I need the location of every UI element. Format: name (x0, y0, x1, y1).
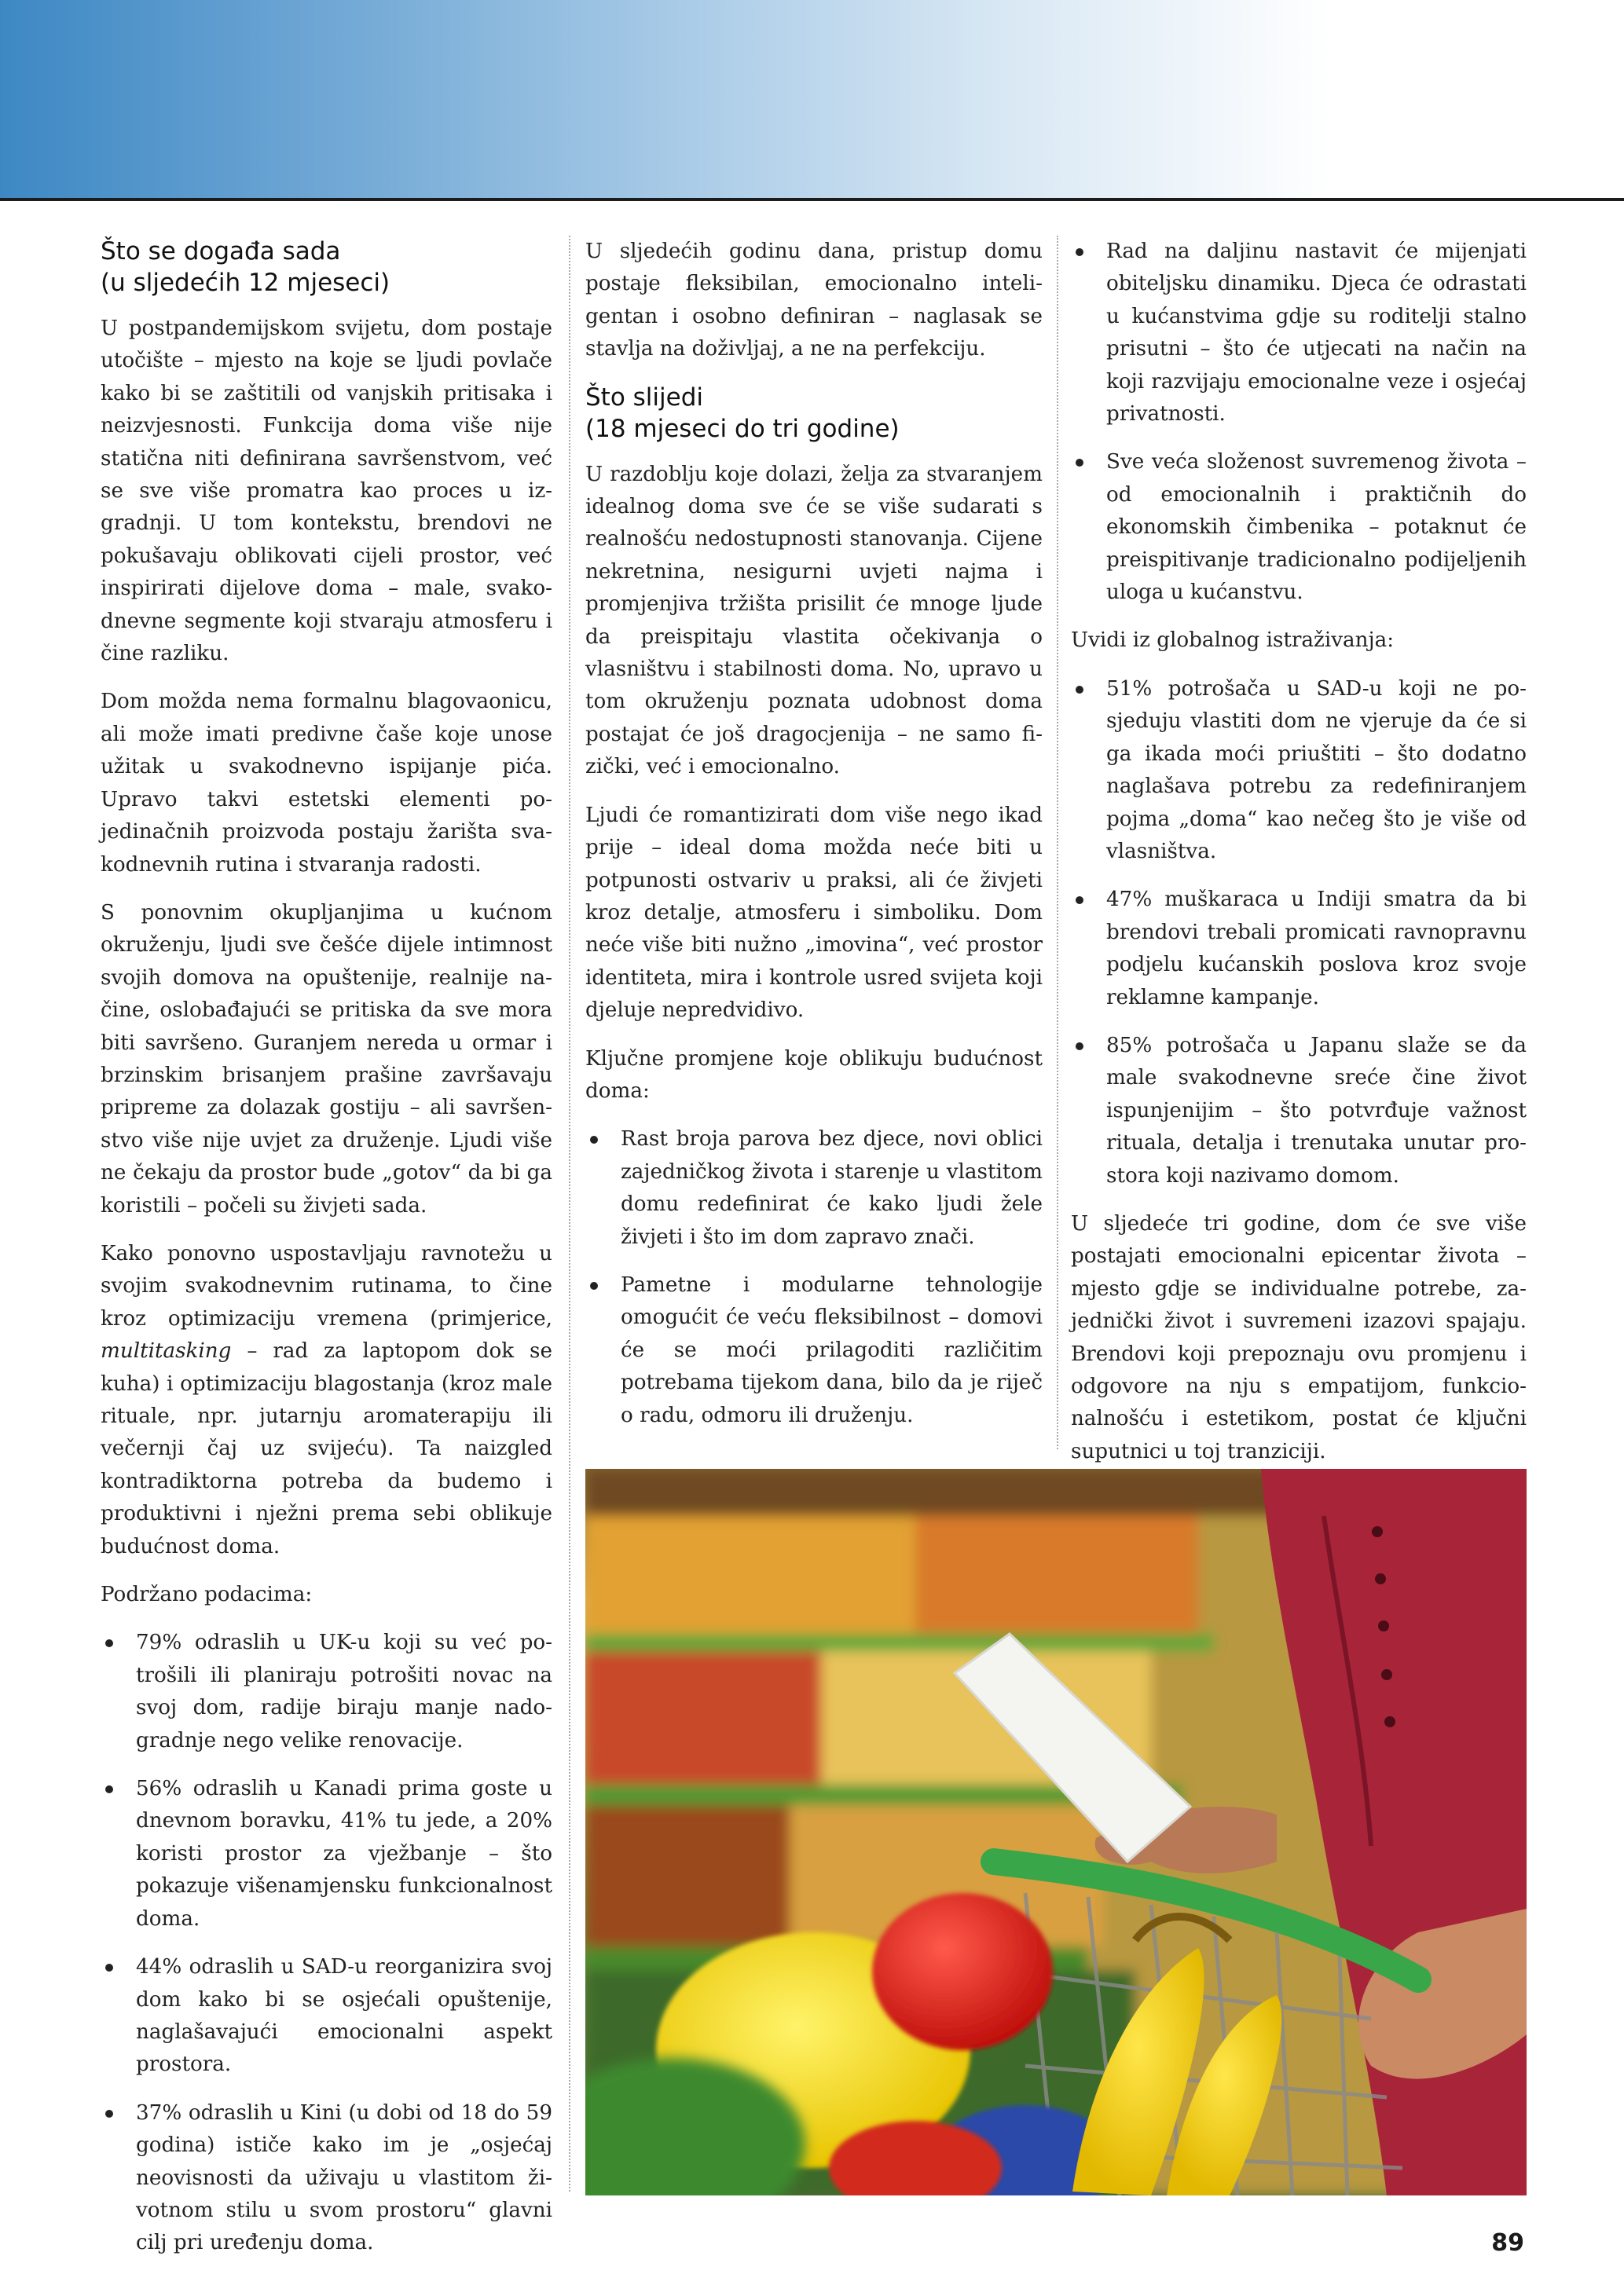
text-run: – rad za laptopom dok se kuha) i optimizaciju blagostanja (kroz male rituale, npr. jutarnju aromaterapiju ili večernji čaj uz svijeću). Ta naizgled kontradiktorna potreba da budemo i produktivni i nježni prema sebi oblikuje budućnost doma. (101, 1339, 552, 1558)
emphasis: multitasking (101, 1339, 232, 1364)
list-item: Rad na daljinu nastavit će mijenjati obiteljsku dinamiku. Djeca će odrastati u kućanstvima gdje su roditelji stalno prisutni – što će utjecati na način na koji razvijaju emocionalne veze i osjećaj privatnosti. (1071, 236, 1527, 430)
paragraph: Uvidi iz globalnog istraživanja: (1071, 628, 1395, 653)
heading-subline: (18 mjeseci do tri godine) (585, 414, 900, 443)
list-item: 51% potrošača u SAD-u koji ne posjeduju vlastiti dom ne vjeruje da će si ga ikada moći priuštiti – što dodatno naglašava potrebu za redefiniranjem pojma „doma“ kao nečeg što je više od vlasništva. (1071, 673, 1527, 868)
column-1 (101, 236, 552, 2276)
list-item: Sve veća složenost suvremenog života – od emocionalnih i praktičnih do ekonomskih čimbenika – potaknut će preispitivanje tradicionalno podijeljenih uloga u kućanstvu. (1071, 446, 1527, 609)
list-item: 37% odraslih u Kini (u dobi od 18 do 59 godina) ističe kako im je „osjećaj neovisnosti da uživaju u vlastitom životnom stilu u svom prostoru“ glavni cilj pri uređenju doma. (101, 2097, 552, 2260)
list-item: 44% odraslih u SAD-u reorganizira svoj dom kako bi se osjećali opuštenije, naglašavajući emocionalni aspekt prostora. (101, 1951, 552, 2082)
list-item: 47% muškaraca u Indiji smatra da bi brendovi trebali promicati ravnopravnu podjelu kućanskih poslova kroz svoje reklamne kampanje. (1071, 884, 1527, 1014)
paragraph: S ponovnim okupljanjima u kućnom okruženju, ljudi sve češće dijele intimnost svojih domova na opuštenije, realnije načine, oslobađajući se pritiska da sve mora biti savršeno. Guranjem nereda u ormar i brzinskim brisanjem prašine završavaju pripreme za dolazak gostiju – ali savršenstvo više nije uvjet za druženje. Ljudi više ne čekaju da prostor bude „gotov“ da bi ga koristili – počeli su živjeti sada. (101, 900, 552, 1218)
paragraph: Ključne promjene koje oblikuju budućnost doma: (585, 1046, 1043, 1103)
changes-list (585, 1123, 1043, 1432)
heading-subline: (u sljedećih 12 mjeseci) (101, 269, 390, 297)
list-item: 79% odraslih u UK-u koji su već potrošili ili planiraju potrošiti novac na svoj dom, radije biraju manje nadogradnje nego velike renovacije. (101, 1627, 552, 1757)
insights-list (1071, 673, 1527, 1192)
header-rule (0, 198, 1624, 201)
section-heading-next (585, 382, 1043, 445)
supermarket-photo (585, 1469, 1527, 2195)
heading-line: Što se događa sada (101, 237, 341, 265)
list-item: 56% odraslih u Kanadi prima goste u dnevnom boravku, 41% tu jede, a 20% koristi prostor za vježbanje – što pokazuje višenamjensku funkcionalnost doma. (101, 1773, 552, 1935)
paragraph: U postpandemijskom svijetu, dom postaje utočište – mjesto na koje se ljudi povlače kako bi se zaštitili od vanjskih pritisaka i neizvjesnosti. Funkcija doma više nije statična niti definirana savršenstvom, već se sve više promatra kao proces u izgradnji. U tom kontekstu, brendovi ne pokušavaju oblikovati cijeli prostor, već inspirirati dijelove doma – male, svakodnevne segmente koji stvaraju atmosferu i čine razliku. (101, 317, 552, 666)
heading-line: Što slijedi (585, 383, 704, 412)
paragraph: Podržano podacima: (101, 1583, 313, 1607)
column-separator-2 (1057, 236, 1058, 1449)
paragraph: Ljudi će romantizirati dom više nego ikad prije – ideal doma možda neće biti u potpunosti ostvariv u praksi, ali će živjeti kroz detalje, atmosferu i simboliku. Dom neće više biti nužno „imovina“, već prostor identiteta, mira i kontrole usred svijeta koji djeluje nepredvidivo. (585, 803, 1043, 1023)
list-item: Pametne i modularne tehnologije omogućit će veću fleksibilnost – domovi će se moći prilagoditi različitim potrebama tijekom dana, bilo da je riječ o radu, odmoru ili druženju. (585, 1269, 1043, 1432)
paragraph: U sljedećih godinu dana, pristup domu postaje fleksibilan, emocionalno inteligentan i osobno definiran – naglasak se stavlja na doživljaj, a ne na perfekciju. (585, 240, 1043, 361)
paragraph: Dom možda nema formalnu blagovaonicu, ali može imati predivne čaše koje unose užitak u svakodnevno ispijanje pića. Upravo takvi estetski elementi pojedinačnih proizvoda postaju žarišta svakodnevnih rutina i stvaranja radosti. (101, 690, 552, 877)
text-run: Kako ponovno uspostavljaju ravnotežu u svojim svakodnevnim rutinama, to čine kroz optimizaciju vremena (primjerice, (101, 1241, 552, 1331)
column-2 (585, 236, 1043, 1448)
header-banner (0, 0, 1624, 198)
paragraph (101, 1238, 552, 1563)
paragraph: U razdoblju koje dolazi, želja za stvaranjem idealnog doma sve će se više sudarati s realnošću nedostupnosti stanovanja. Cijene nekretnina, nesigurni uvjeti najma i promjenjiva tržišta prisilit će mnoge ljude da preispitaju vlastita očekivanja o vlasništvu i stabilnosti doma. No, upravo u tom okruženju poznata udobnost doma postajat će još dragocjenija – ne samo fizički, već i emocionalno. (585, 462, 1043, 779)
page-number: 89 (1491, 2229, 1524, 2257)
section-heading-now (101, 236, 552, 298)
column-separator-1 (569, 236, 570, 2192)
list-item: Rast broja parova bez djece, novi oblici zajedničkog života i starenje u vlastitom domu redefinirat će kako ljudi žele živjeti i što im dom zapravo znači. (585, 1123, 1043, 1254)
column-3 (1071, 236, 1527, 1484)
changes-list-continued (1071, 236, 1527, 609)
list-item: 85% potrošača u Japanu slaže se da male svakodnevne sreće čine život ispunjenijim – što potvrđuje važnost rituala, detalja i trenutaka unutar prostora koji nazivamo domom. (1071, 1030, 1527, 1192)
paragraph: U sljedeće tri godine, dom će sve više postajati emocionalni epicentar života – mjesto gdje se individualne potrebe, zajednički život i suvremeni izazovi spajaju. Brendovi koji prepoznaju ovu promjenu i odgovore na nju s empatijom, funkcionalnošću i estetikom, postat će ključni suputnici u toj tranziciji. (1071, 1211, 1527, 1463)
stats-list (101, 1627, 552, 2259)
